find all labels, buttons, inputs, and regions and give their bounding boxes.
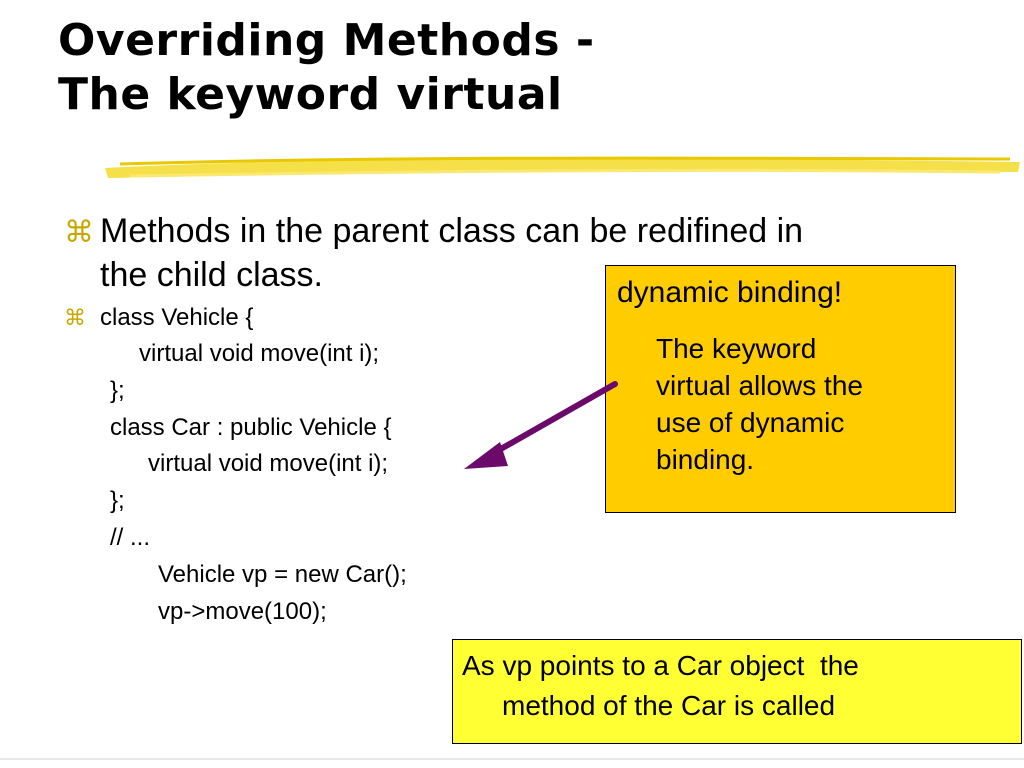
code-line: class Car : public Vehicle { bbox=[110, 414, 392, 441]
explanation-line-1: As vp points to a Car object the bbox=[462, 650, 859, 681]
z-bullet-icon: ⌘ bbox=[64, 216, 94, 249]
code-line: virtual void move(int i); bbox=[139, 340, 380, 367]
footer-divider bbox=[0, 758, 1024, 760]
code-line: }; bbox=[110, 487, 125, 514]
title-line-1: Overriding Methods - bbox=[58, 15, 595, 66]
callout-heading: dynamic binding! bbox=[617, 276, 843, 309]
code-line: virtual void move(int i); bbox=[148, 450, 389, 477]
main-bullet-line-1: Methods in the parent class can be redifined in bbox=[100, 212, 804, 250]
callout-body-line: binding. bbox=[656, 444, 755, 475]
callout-body-line: use of dynamic bbox=[656, 407, 845, 438]
slide-title bbox=[58, 14, 595, 122]
callout-body-line: The keyword bbox=[656, 333, 817, 364]
callout-body-line: virtual allows the bbox=[656, 370, 863, 401]
code-line: Vehicle vp = new Car(); bbox=[158, 561, 407, 588]
title-line-2: The keyword virtual bbox=[58, 69, 563, 120]
explanation-callout bbox=[452, 639, 1022, 744]
code-line: // ... bbox=[110, 524, 151, 551]
main-bullet-line-2: the child class. bbox=[100, 256, 323, 294]
explanation-line-2: method of the Car is called bbox=[502, 690, 836, 721]
dynamic-binding-callout bbox=[605, 265, 956, 513]
z-bullet-icon: ⌘ bbox=[64, 305, 86, 330]
callout-body bbox=[656, 330, 936, 478]
pointer-arrow bbox=[450, 370, 630, 480]
code-line: ⌘ class Vehicle { bbox=[64, 304, 254, 331]
code-line: }; bbox=[110, 377, 125, 404]
title-underline-brush bbox=[100, 150, 1024, 190]
code-line: vp->move(100); bbox=[158, 598, 327, 625]
